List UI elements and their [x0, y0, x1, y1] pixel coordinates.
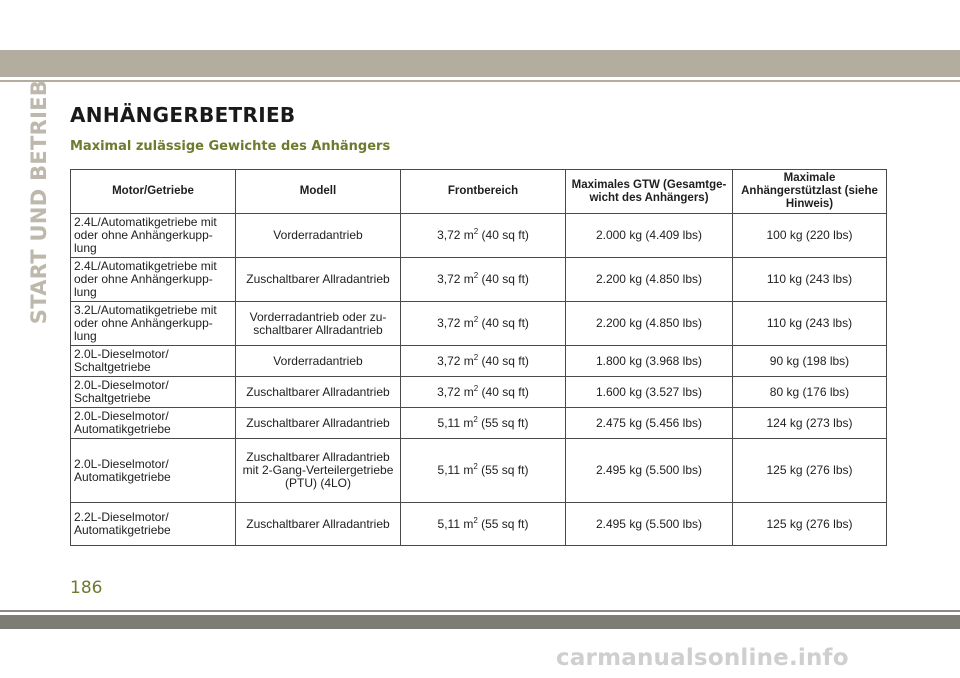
section-subtitle: Maximal zulässige Gewichte des Anhängers [70, 139, 391, 154]
area-exponent: 2 [473, 227, 479, 236]
cell-tongue: 110 kg (243 lbs) [733, 302, 887, 346]
area-unit: (40 sq ft) [478, 272, 529, 286]
cell-area [401, 439, 566, 503]
cell-gtw: 2.000 kg (4.409 lbs) [566, 214, 733, 258]
cell-area [401, 408, 566, 439]
table-row [71, 503, 887, 546]
cell-tongue: 125 kg (276 lbs) [733, 439, 887, 503]
cell-tongue: 124 kg (273 lbs) [733, 408, 887, 439]
area-value: 5,11 m [437, 415, 474, 430]
cell-area [401, 503, 566, 546]
cell-motor: 2.4L/Automatikgetriebe mit oder ohne Anhängerkupp-lung [71, 214, 236, 258]
cell-model: Vorderradantrieb [236, 214, 401, 258]
area-unit: (40 sq ft) [478, 228, 529, 242]
table-row [71, 258, 887, 302]
area-exponent: 2 [473, 352, 479, 362]
cell-area [401, 214, 566, 258]
cell-motor: 2.4L/Automatikgetriebe mit oder ohne Anhängerkupp-lung [71, 258, 236, 302]
cell-gtw: 1.800 kg (3.968 lbs) [566, 346, 733, 377]
footer-rule [0, 610, 960, 612]
section-tab-label: START UND BETRIEB [27, 79, 52, 325]
cell-motor: 2.0L-Dieselmotor/ Automatikgetriebe [71, 439, 236, 503]
area-unit: (40 sq ft) [478, 384, 529, 399]
cell-motor: 2.2L-Dieselmotor/ Automatikgetriebe [71, 503, 236, 546]
area-unit: (40 sq ft) [478, 353, 529, 368]
cell-tongue: 110 kg (243 lbs) [733, 258, 887, 302]
area-value: 3,72 m [437, 384, 474, 399]
table-header-row [71, 170, 887, 214]
watermark-logo: carmanualsonline.info [556, 645, 849, 671]
cell-area [401, 377, 566, 408]
table-row [71, 302, 887, 346]
header-max-gtw: Maximales GTW (Gesamtge-wicht des Anhängers) [566, 170, 733, 214]
area-value: 5,11 m [437, 516, 474, 531]
table-row [71, 214, 887, 258]
area-exponent: 2 [473, 414, 478, 424]
area-value: 3,72 m [437, 228, 474, 242]
header-max-tongue-load: Maximale Anhängerstützlast (siehe Hinweis) [733, 170, 887, 214]
cell-tongue: 90 kg (198 lbs) [733, 346, 887, 377]
cell-model: Vorderradantrieb [236, 346, 401, 377]
cell-motor: 3.2L/Automatikgetriebe mit oder ohne Anhängerkupp-lung [71, 302, 236, 346]
header-band [0, 50, 960, 77]
cell-model: Zuschaltbarer Allradantrieb [236, 258, 401, 302]
towing-weights-table [70, 169, 887, 546]
cell-gtw: 2.495 kg (5.500 lbs) [566, 439, 733, 503]
cell-area [401, 302, 566, 346]
area-exponent: 2 [473, 462, 478, 471]
area-value: 3,72 m [437, 316, 474, 330]
cell-area [401, 258, 566, 302]
cell-gtw: 1.600 kg (3.527 lbs) [566, 377, 733, 408]
area-value: 3,72 m [437, 272, 474, 286]
cell-tongue: 100 kg (220 lbs) [733, 214, 887, 258]
table-row [71, 408, 887, 439]
area-exponent: 2 [473, 383, 479, 393]
area-value: 5,11 m [437, 463, 474, 477]
area-exponent: 2 [473, 271, 479, 280]
cell-motor: 2.0L-Dieselmotor/ Schaltgetriebe [71, 346, 236, 377]
cell-gtw: 2.200 kg (4.850 lbs) [566, 302, 733, 346]
page-title: ANHÄNGERBETRIEB [70, 103, 296, 127]
cell-area [401, 346, 566, 377]
area-exponent: 2 [473, 515, 478, 525]
header-rule [0, 80, 960, 82]
area-unit: (55 sq ft) [477, 516, 529, 531]
cell-tongue: 80 kg (176 lbs) [733, 377, 887, 408]
cell-tongue: 125 kg (276 lbs) [733, 503, 887, 546]
area-unit: (55 sq ft) [477, 415, 529, 430]
cell-model: Zuschaltbarer Allradantrieb mit 2-Gang-Verteilergetriebe (PTU) (4LO) [236, 439, 401, 503]
table-row [71, 346, 887, 377]
table-row [71, 377, 887, 408]
table-row [71, 439, 887, 503]
cell-motor: 2.0L-Dieselmotor/ Automatikgetriebe [71, 408, 236, 439]
cell-model: Zuschaltbarer Allradantrieb [236, 377, 401, 408]
header-model: Modell [236, 170, 401, 214]
cell-model: Zuschaltbarer Allradantrieb [236, 503, 401, 546]
cell-gtw: 2.495 kg (5.500 lbs) [566, 503, 733, 546]
header-motor: Motor/Getriebe [71, 170, 236, 214]
area-unit: (40 sq ft) [478, 316, 529, 330]
cell-gtw: 2.475 kg (5.456 lbs) [566, 408, 733, 439]
area-value: 3,72 m [437, 353, 474, 368]
header-front-area: Frontbereich [401, 170, 566, 214]
footer-band [0, 615, 960, 629]
cell-motor: 2.0L-Dieselmotor/ Schaltgetriebe [71, 377, 236, 408]
area-unit: (55 sq ft) [477, 463, 529, 477]
area-exponent: 2 [473, 315, 479, 324]
section-tab [24, 79, 54, 325]
page-number: 186 [70, 578, 103, 598]
cell-model: Zuschaltbarer Allradantrieb [236, 408, 401, 439]
cell-gtw: 2.200 kg (4.850 lbs) [566, 258, 733, 302]
cell-model: Vorderradantrieb oder zu-schaltbarer Allradantrieb [236, 302, 401, 346]
